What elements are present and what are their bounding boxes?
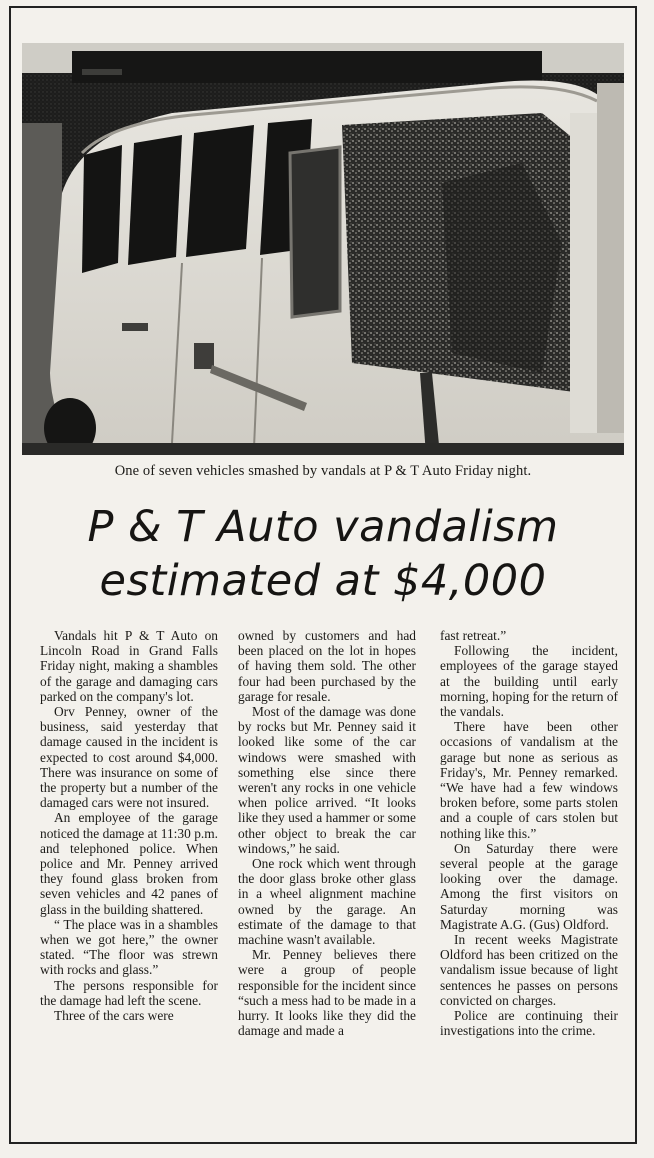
paragraph: In recent weeks Magistrate Oldford has been critized on the vandalism issue because of light sentences he passes on persons convicted on charges. [440,932,618,1008]
article-column-1 [40,628,218,1023]
article-body [40,628,622,1133]
paragraph: There have been other occasions of vandalism at the garage but none as serious as Friday's, Mr. Penney remarked. “We have had a few windows broken before, some parts stolen and a couple of cars stolen but nothing like this.” [440,719,618,841]
photo-caption: One of seven vehicles smashed by vandals at P & T Auto Friday night. [114,463,532,479]
paragraph: One rock which went through the door glass broke other glass in a wheel alignment machine owned by the garage. An estimate of the damage to that machine wasn't available. [238,856,416,948]
article-column-2 [238,628,416,1038]
paragraph: Most of the damage was done by rocks but Mr. Penney said it looked like some of the car windows were smashed with something else since there weren't any rocks in one vehicle when police arrived. “It looks like they used a hammer or some other object to break the car windows,” he said. [238,704,416,856]
paragraph: Mr. Penney believes there were a group of people responsible for the incident since “such a mess had to be made in a hurry. It looks like they did the damage and made a [238,947,416,1039]
paragraph: fast retreat.” [440,628,507,643]
headline-line-1: P & T Auto vandalism [87,502,559,552]
paragraph: On Saturday there were several people at the garage looking over the damage. Among the first visitors on Saturday morning was Magistrate A.G. (Gus) Oldford. [440,840,618,932]
headline [22,500,624,608]
paragraph: Three of the cars were [54,1008,174,1024]
paragraph: owned by customers and had been placed on the lot in hopes of having them sold. The other four had been purchased by the garage for resale. [238,628,416,704]
paragraph: Orv Penney, owner of the business, said yesterday that damage caused in the incident is expected to cost around $4,000. There was insurance on some of the property but a number of the damaged cars were not insured. [40,704,218,811]
paragraph: An employee of the garage noticed the damage at 11:30 p.m. and telephoned police. When police and Mr. Penney arrived they found glass broken from seven vehicles and 42 panes of glass in the building shattered. [40,810,218,917]
paragraph: The persons responsible for the damage had left the scene. [40,977,218,1008]
headline-line-2: estimated at $4,000 [99,556,547,606]
van-photo [22,43,624,455]
paragraph: Following the incident, employees of the garage stayed at the building until early morning, hoping for the return of the vandals. [440,643,618,720]
paragraph: “ The place was in a shambles when we got here,” the owner stated. “The floor was strewn with rocks and glass.” [40,916,218,978]
article-column-3 [440,628,618,1038]
paragraph: Vandals hit P & T Auto on Lincoln Road in Grand Falls Friday night, making a shambles of the garage and damaging cars parked on the company's lot. [40,628,218,704]
paragraph: Police are continuing their investigations into the crime. [440,1008,618,1039]
